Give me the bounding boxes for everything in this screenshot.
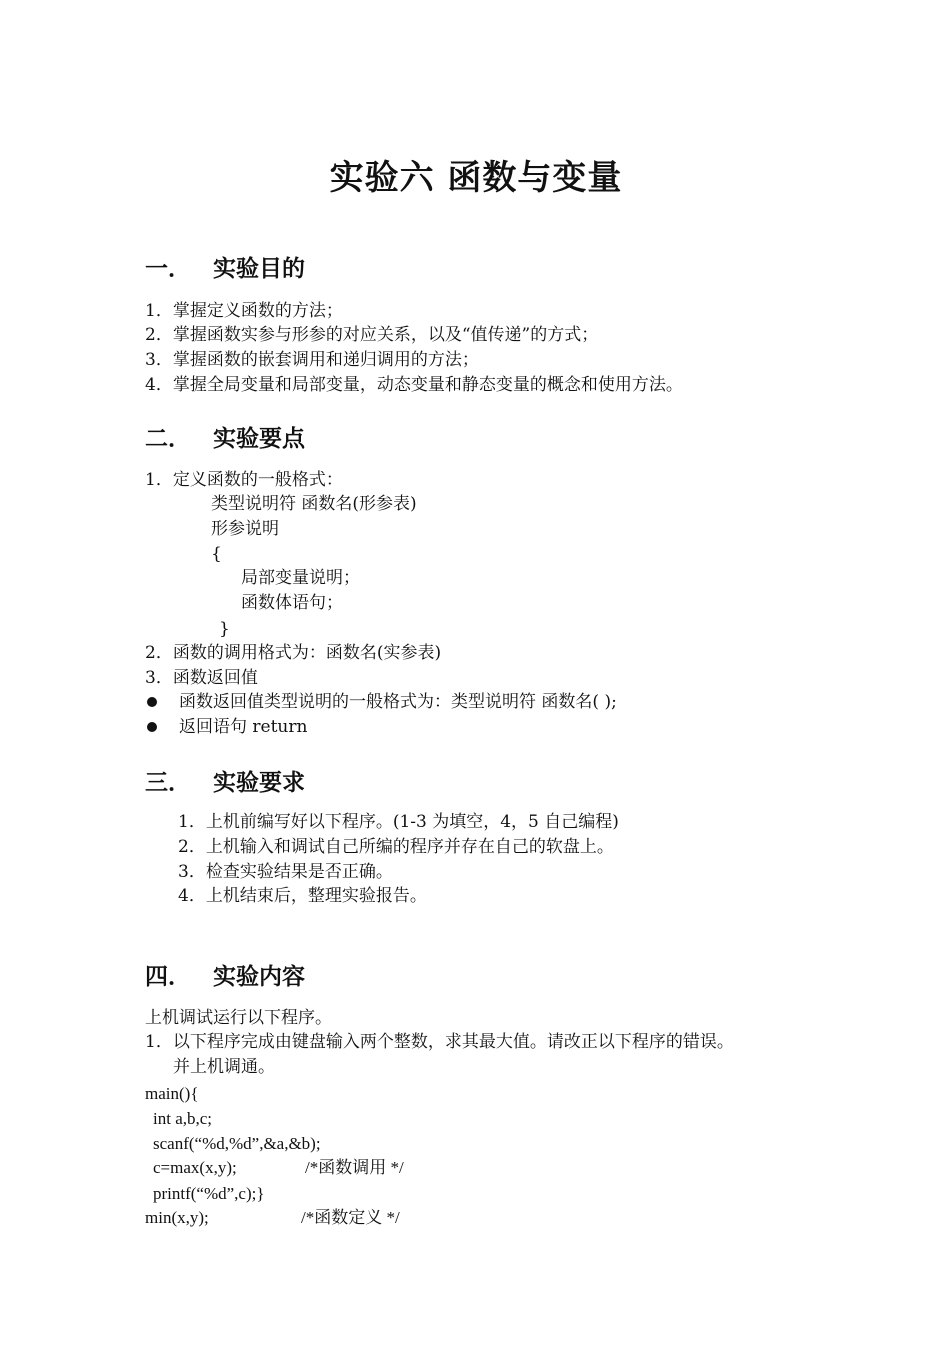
- format-line: 局部变量说明；: [241, 568, 360, 588]
- list-item: 2．掌握函数实参与形参的对应关系，以及“值传递”的方式；: [145, 325, 599, 345]
- code-line: scanf(“%d,%d”,&a,&b);: [153, 1134, 321, 1153]
- format-line: }: [219, 619, 230, 639]
- bullet-item: 函数返回值类型说明的一般格式为：类型说明符 函数名( );: [179, 692, 617, 712]
- section-title: 实验内容: [213, 963, 305, 990]
- list-item: 1．上机前编写好以下程序。(1-3 为填空，4，5 自己编程): [178, 812, 619, 832]
- list-item: 4．上机结束后，整理实验报告。: [178, 886, 427, 906]
- format-line: {: [211, 544, 222, 564]
- bullet-icon: [147, 697, 157, 707]
- format-line: 形参说明: [211, 519, 279, 539]
- list-item: 3．函数返回值: [145, 668, 258, 688]
- format-line: 类型说明符 函数名(形参表): [211, 494, 417, 514]
- bullet-item: 返回语句 return: [179, 717, 308, 737]
- section-heading-3: [145, 764, 305, 797]
- list-item: 1．以下程序完成由键盘输入两个整数，求其最大值。请改正以下程序的错误。: [145, 1032, 734, 1052]
- section-title: 实验要求: [213, 769, 305, 796]
- list-item: 2．上机输入和调试自己所编的程序并存在自己的软盘上。: [178, 837, 614, 857]
- code-line: min(x,y);: [145, 1208, 209, 1227]
- section-heading-1: [145, 250, 305, 283]
- code-line: int a,b,c;: [153, 1109, 213, 1128]
- list-item: 4．掌握全局变量和局部变量，动态变量和静态变量的概念和使用方法。: [145, 375, 683, 395]
- code-line: c=max(x,y);: [153, 1158, 237, 1177]
- section-number: 二．: [145, 425, 191, 452]
- list-item-continued: 并上机调通。: [173, 1057, 275, 1077]
- code-comment: /*函数定义 */: [301, 1208, 400, 1227]
- section-number: 三．: [145, 769, 191, 796]
- section-number: 四．: [145, 963, 191, 990]
- section-number: 一．: [145, 255, 191, 282]
- code-comment: /*函数调用 */: [305, 1158, 404, 1177]
- list-item: 3．掌握函数的嵌套调用和递归调用的方法；: [145, 350, 479, 370]
- section-heading-2: [145, 420, 305, 453]
- code-line: main(){: [145, 1084, 199, 1103]
- section-title: 实验要点: [213, 425, 305, 452]
- list-item: 2．函数的调用格式为：函数名(实参表): [145, 643, 442, 663]
- code-line: printf(“%d”,c);}: [153, 1184, 265, 1203]
- list-item: 1．定义函数的一般格式：: [145, 470, 343, 490]
- list-item: 3．检查实验结果是否正确。: [178, 862, 393, 882]
- intro-text: 上机调试运行以下程序。: [145, 1008, 332, 1028]
- page-title: 实验六 函数与变量: [329, 158, 623, 198]
- section-heading-4: [145, 958, 305, 991]
- bullet-icon: [147, 722, 157, 732]
- list-item: 1．掌握定义函数的方法；: [145, 301, 343, 321]
- section-title: 实验目的: [213, 255, 305, 282]
- format-line: 函数体语句；: [241, 593, 343, 613]
